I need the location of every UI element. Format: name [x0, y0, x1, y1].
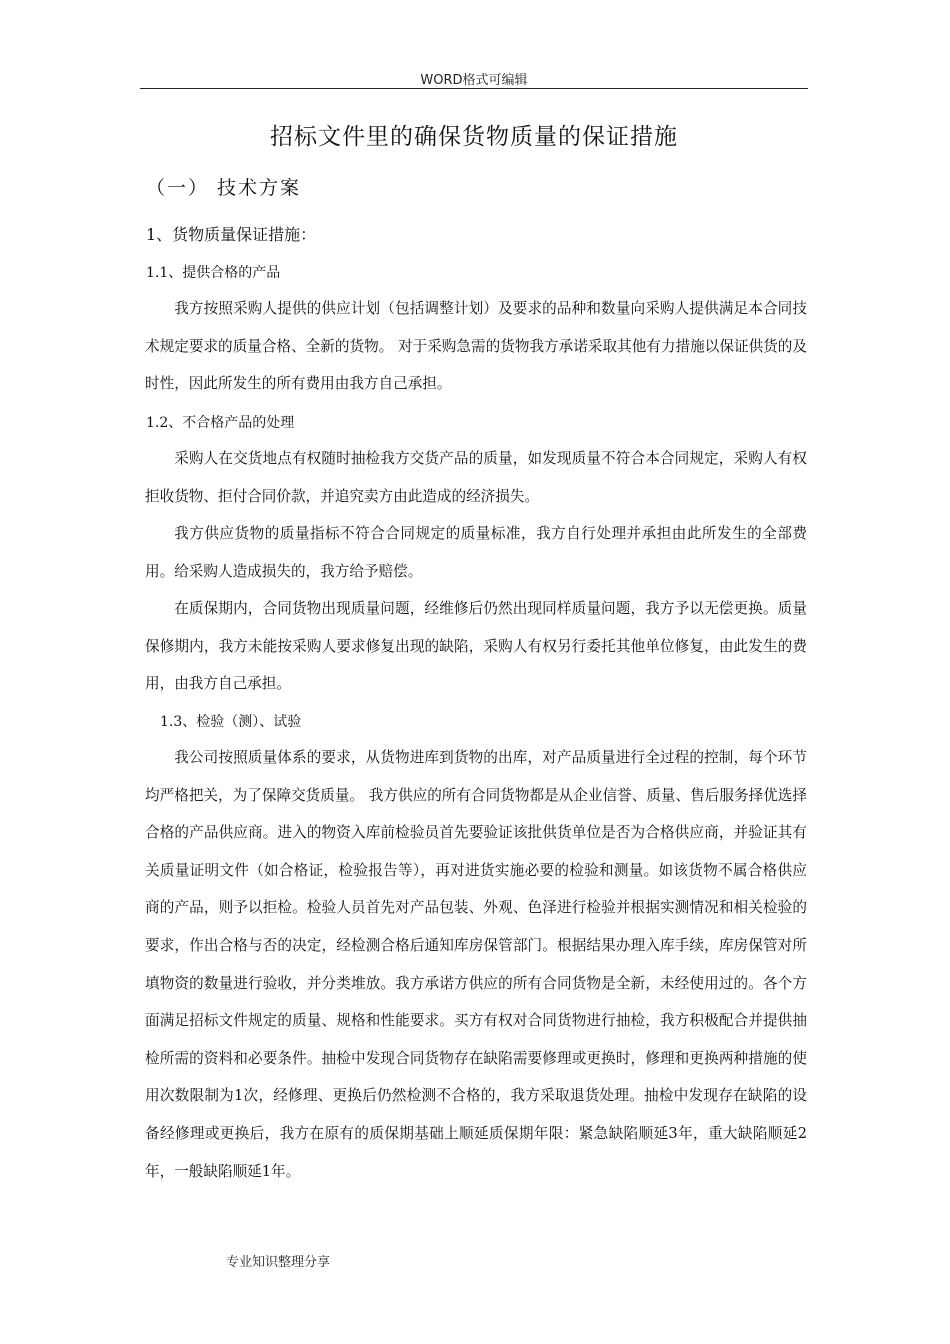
document-title: 招标文件里的确保货物质量的保证措施 [270, 124, 678, 150]
subsection-heading: 1、货物质量保证措施： [146, 225, 317, 244]
item-heading: 1.3、检验（测）、试验 [160, 714, 302, 730]
item-heading: 1.1、提供合格的产品 [146, 265, 281, 281]
paragraph: 我方供应货物的质量指标不符合合同规定的质量标准，我方自行处理并承担由此所发生的全部费用。给采购人造成损失的，我方给予赔偿。 [145, 525, 807, 580]
header-divider [140, 88, 808, 89]
paragraph: 在质保期内，合同货物出现质量问题，经维修后仍然出现同样质量问题，我方予以无偿更换。质量保修期内，我方未能按采购人要求修复出现的缺陷，采购人有权另行委托其他单位修复，由此发生的费用，由我方自己承担。 [145, 600, 807, 693]
page-header: WORD格式可编辑 [420, 73, 528, 88]
section-heading: （一） 技术方案 [146, 177, 302, 199]
paragraph: 我方按照采购人提供的供应计划（包括调整计划）及要求的品种和数量向采购人提供满足本合同技术规定要求的质量合格、全新的货物。 对于采购急需的货物我方承诺采取其他有力措施以保证供货的及时性，因此所发生的所有费用由我方自己承担。 [145, 300, 807, 393]
item-heading: 1.2、不合格产品的处理 [146, 415, 295, 431]
paragraph: 我公司按照质量体系的要求，从货物进库到货物的出库，对产品质量进行全过程的控制，每个环节均严格把关，为了保障交货质量。 我方供应的所有合同货物都是从企业信誉、质量、售后服务择优选择 合格的产品供应商。进入的物资入库前检验员首先要验证该批供货单位是否为合格供应商，并验证其有关质量证明文件（如合格证，检验报告等），再对进货实施必要的检验和测量。如该货物不属合格供应商的产品，则予以拒检。检验人员首先对产品包装、外观、色泽进行检验并根据实测情况和相关检验的要求，作出合格与否的决定，经检测合格后通知库房保管部门。根据结果办理入库手续，库房保管对所填物资的数量进行验收，并分类堆放。我方承诺方供应的所有合同货物是全新，未经使用过的。各个方面满足招标文件规定的质量、规格和性能要求。买方有权对合同货物进行抽检，我方积极配合并提供抽检所需的资料和必要条件。抽检中发现合同货物存在缺陷需要修理或更换时，修理和更换两种措施的使用次数限制为1次，经修理、更换后仍然检测不合格的，我方采取退货处理。抽检中发现存在缺陷的设备经修理或更换后，我方在原有的质保期基础上顺延质保期年限：紧急缺陷顺延3年，重大缺陷顺延2年，一般缺陷顺延1年。 [145, 749, 807, 1180]
paragraph: 采购人在交货地点有权随时抽检我方交货产品的质量，如发现质量不符合本合同规定，采购人有权拒收货物、拒付合同价款，并追究卖方由此造成的经济损失。 [145, 450, 807, 505]
page-footer: 专业知识整理分享 [226, 1255, 331, 1270]
